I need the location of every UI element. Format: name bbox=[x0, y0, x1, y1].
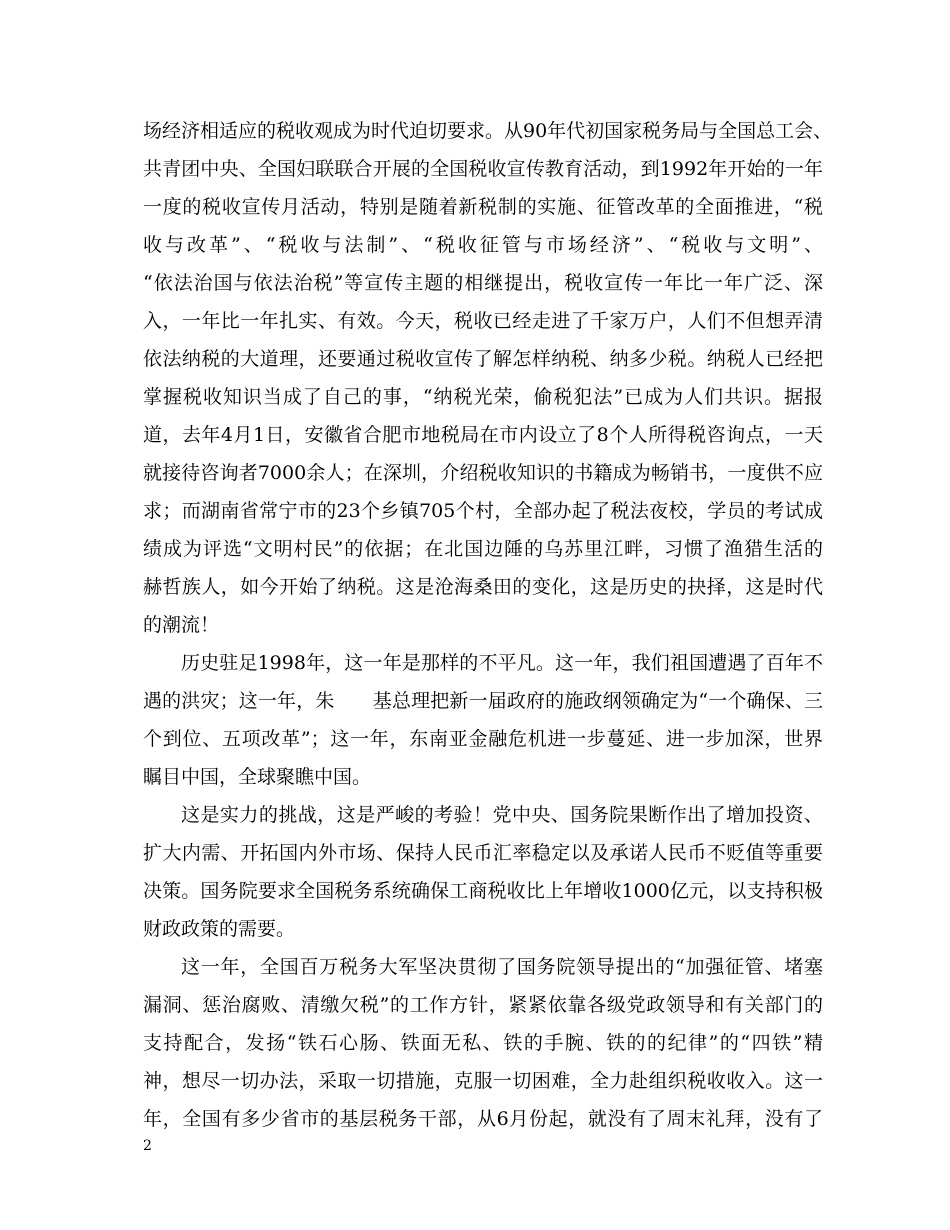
text-line: 就接待咨询者7000余人；在深圳，介绍税收知识的书籍成为畅销书，一度供不应 bbox=[143, 462, 823, 484]
text-line: 求；而湖南省常宁市的23个乡镇705个村，全部办起了税法夜校，学员的考试成 bbox=[143, 500, 823, 522]
text-line: 个到位、五项改革”；这一年，东南亚金融危机进一步蔓延、进一步加深，世界 bbox=[143, 728, 823, 750]
text-line: 神，想尽一切办法，采取一切措施，克服一切困难，全力赴组织税收收入。这一 bbox=[143, 1070, 823, 1092]
page-number: 2 bbox=[143, 1138, 152, 1154]
text-line: 漏洞、惩治腐败、清缴欠税”的工作方针，紧紧依靠各级党政领导和有关部门的 bbox=[143, 994, 823, 1016]
text-line: 一度的税收宣传月活动，特别是随着新税制的实施、征管改革的全面推进，“税 bbox=[143, 196, 823, 218]
text-line: 共青团中央、全国妇联联合开展的全国税收宣传教育活动，到1992年开始的一年 bbox=[143, 158, 823, 180]
text-line: 赫哲族人，如今开始了纳税。这是沧海桑田的变化，这是历史的抉择，这是时代 bbox=[143, 576, 823, 598]
text-line: 遇的洪灾；这一年，朱 基总理把新一届政府的施政纲领确定为“一个确保、三 bbox=[143, 690, 823, 712]
text-line: 的潮流！ bbox=[143, 614, 220, 636]
text-line: 这是实力的挑战，这是严峻的考验！党中央、国务院果断作出了增加投资、 bbox=[181, 804, 823, 826]
text-line: 这一年，全国百万税务大军坚决贯彻了国务院领导提出的“加强征管、堵塞 bbox=[181, 956, 823, 978]
text-line: “依法治国与依法治税”等宣传主题的相继提出，税收宣传一年比一年广泛、深 bbox=[143, 272, 823, 294]
text-line: 财政政策的需要。 bbox=[143, 918, 296, 940]
text-line: 依法纳税的大道理，还要通过税收宣传了解怎样纳税、纳多少税。纳税人已经把 bbox=[143, 348, 823, 370]
text-line: 决策。国务院要求全国税务系统确保工商税收比上年增收1000亿元，以支持积极 bbox=[143, 880, 823, 902]
text-line: 道，去年4月1日，安徽省合肥市地税局在市内设立了8个人所得税咨询点，一天 bbox=[143, 424, 823, 446]
text-line: 年，全国有多少省市的基层税务干部，从6月份起，就没有了周末礼拜，没有了 bbox=[143, 1108, 823, 1130]
text-line: 瞩目中国，全球聚瞧中国。 bbox=[143, 766, 372, 788]
text-line: 场经济相适应的税收观成为时代迫切要求。从90年代初国家税务局与全国总工会、 bbox=[143, 120, 833, 142]
text-line: 历史驻足1998年，这一年是那样的不平凡。这一年，我们祖国遭遇了百年不 bbox=[181, 652, 823, 674]
text-line: 入，一年比一年扎实、有效。今天，税收已经走进了千家万户，人们不但想弄清 bbox=[143, 310, 823, 332]
text-line: 扩大内需、开拓国内外市场、保持人民币汇率稳定以及承诺人民币不贬值等重要 bbox=[143, 842, 823, 864]
text-line: 收与改革”、“税收与法制”、“税收征管与市场经济”、“税收与文明”、 bbox=[143, 234, 823, 256]
text-line: 支持配合，发扬“铁石心肠、铁面无私、铁的手腕、铁的的纪律”的“四铁”精 bbox=[143, 1032, 823, 1054]
text-line: 绩成为评选“文明村民”的依据；在北国边陲的乌苏里江畔，习惯了渔猎生活的 bbox=[143, 538, 823, 560]
text-line: 掌握税收知识当成了自己的事，“纳税光荣，偷税犯法”已成为人们共识。据报 bbox=[143, 386, 823, 408]
